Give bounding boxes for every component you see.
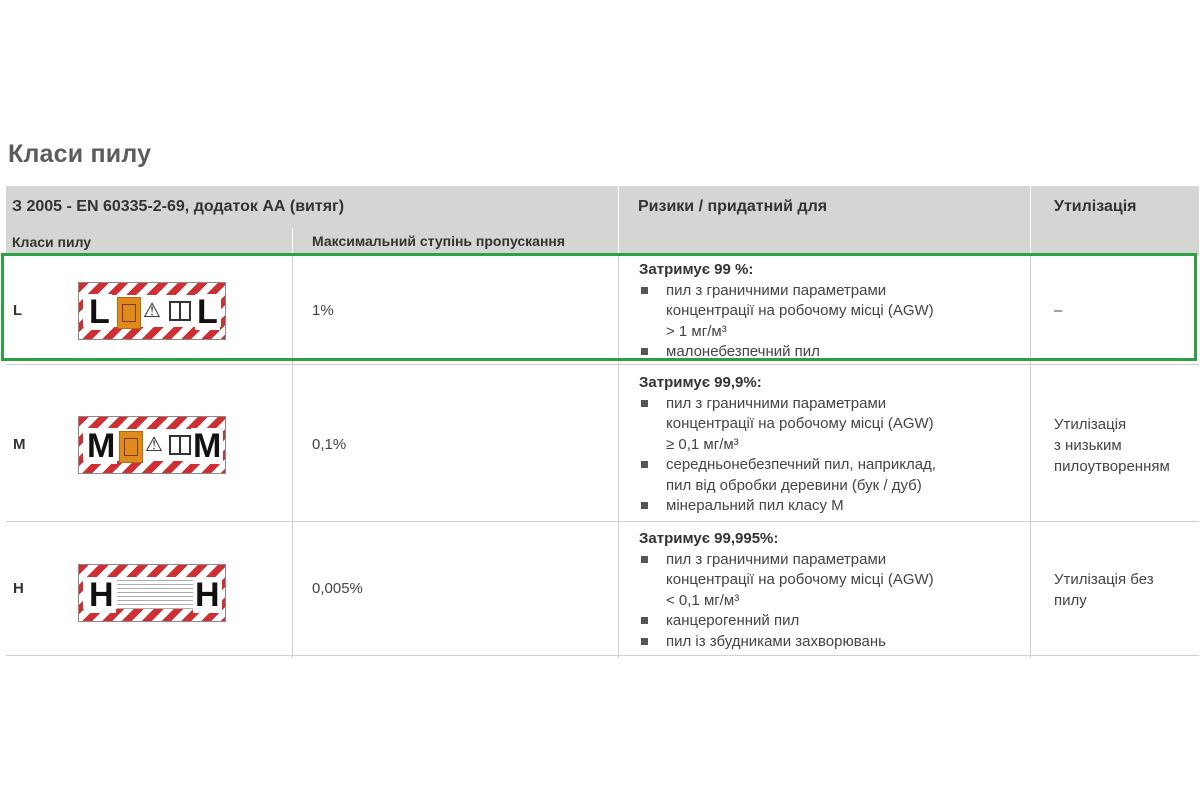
disposal-line: пилоутворенням xyxy=(1054,458,1170,475)
max-transmission-value: 1% xyxy=(312,302,334,319)
warning-triangle-icon: ⚠ xyxy=(145,434,163,456)
max-transmission-value: 0,1% xyxy=(312,436,347,453)
table-subheader-row xyxy=(6,226,1199,256)
label-fine-print xyxy=(117,579,197,609)
risk-text: малонебезпечний пил xyxy=(666,343,820,360)
disposal-text xyxy=(1054,569,1154,611)
divider xyxy=(292,228,293,256)
header-disposal: Утилізація xyxy=(1054,198,1137,215)
risk-text: пил із збудниками захворювань xyxy=(666,632,886,650)
disposal-line: пилу xyxy=(1054,592,1087,609)
label-letter-left: L xyxy=(89,293,110,331)
header-risks: Ризики / придатний для xyxy=(638,198,828,215)
label-letter-left: M xyxy=(87,427,116,465)
header-max-transmission: Максимальний ступінь пропускання xyxy=(312,233,566,249)
bullet-square-icon xyxy=(641,638,648,645)
risk-bullet xyxy=(639,632,934,653)
dust-class-label-m xyxy=(78,416,226,474)
risk-bullet xyxy=(639,496,936,517)
bullet-square-icon xyxy=(641,400,648,407)
table-header-row xyxy=(6,186,1199,226)
label-letter-left: H xyxy=(89,576,114,614)
bullet-square-icon xyxy=(641,617,648,624)
manual-book-icon xyxy=(169,435,191,455)
warning-triangle-icon: ⚠ xyxy=(143,300,161,322)
risk-bullet xyxy=(639,611,934,632)
disposal-text xyxy=(1054,414,1170,477)
retention-rate: Затримує 99 %: xyxy=(639,261,754,278)
label-letter-right: M xyxy=(193,427,222,465)
risk-text: пил з граничними параметрами xyxy=(666,281,887,299)
row-divider xyxy=(6,655,1199,656)
risk-text: середньонебезпечний пил, наприклад, xyxy=(666,456,936,473)
row-divider xyxy=(6,364,1199,365)
dust-class-letter: H xyxy=(13,580,24,597)
label-letter-right: H xyxy=(195,576,220,614)
bullet-square-icon xyxy=(641,556,648,563)
risk-bullet xyxy=(639,550,934,612)
risk-text: концентрації на робочому місці (AGW) xyxy=(666,415,934,432)
risk-text: концентрації на робочому місці (AGW) xyxy=(666,302,934,319)
max-transmission-value: 0,005% xyxy=(312,580,363,597)
risk-description xyxy=(639,373,936,517)
risk-text: концентрації на робочому місці (AGW) xyxy=(666,571,934,588)
retention-rate: Затримує 99,9%: xyxy=(639,374,762,391)
retention-rate: Затримує 99,995%: xyxy=(639,530,779,547)
header-classes: Класи пилу xyxy=(12,234,92,250)
disposal-text: – xyxy=(1054,302,1063,319)
dust-class-label-h xyxy=(78,564,226,622)
risk-text: пил від обробки деревини (бук / дуб) xyxy=(666,476,922,494)
disposal-line: з низьким xyxy=(1054,437,1122,454)
page-title: Класи пилу xyxy=(8,140,152,168)
risk-text: пил з граничними параметрами xyxy=(666,550,887,568)
disposal-line: Утилізація без xyxy=(1054,571,1154,588)
risk-text: > 1 мг/м³ xyxy=(666,322,727,340)
vacuum-pictogram-icon xyxy=(119,431,143,463)
dust-class-letter: M xyxy=(13,436,26,453)
dust-class-letter: L xyxy=(13,302,23,319)
row-highlight-frame xyxy=(1,253,1197,361)
risk-text: мінеральний пил класу M xyxy=(666,497,844,514)
risk-bullet xyxy=(639,455,936,496)
label-letter-right: L xyxy=(197,293,218,331)
bullet-square-icon xyxy=(641,502,648,509)
disposal-line: Утилізація xyxy=(1054,416,1127,433)
row-divider xyxy=(6,521,1199,522)
risk-text: канцерогенний пил xyxy=(666,612,800,629)
risk-text: пил з граничними параметрами xyxy=(666,394,887,412)
risk-description xyxy=(639,529,934,652)
risk-text: ≥ 0,1 мг/м³ xyxy=(666,435,739,453)
divider xyxy=(1030,186,1031,256)
bullet-square-icon xyxy=(641,461,648,468)
risk-bullet xyxy=(639,394,936,456)
header-standard: З 2005 - EN 60335-2-69, додаток АА (витяг) xyxy=(12,198,345,215)
risk-text: < 0,1 мг/м³ xyxy=(666,591,740,609)
divider xyxy=(618,186,619,256)
